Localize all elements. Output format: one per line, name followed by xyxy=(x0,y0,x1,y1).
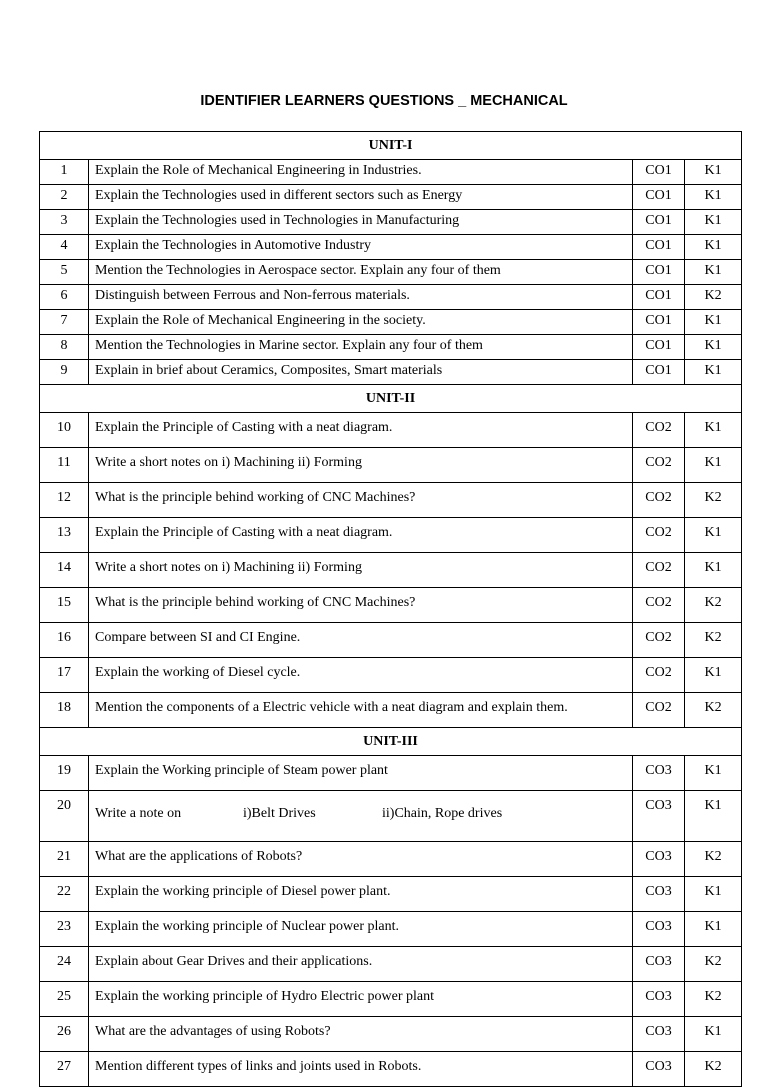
knowledge-level: K1 xyxy=(685,413,742,448)
question-text: Explain the working principle of Hydro Electric power plant xyxy=(89,982,633,1017)
question-text-part: Write a note on xyxy=(95,806,182,821)
knowledge-level: K1 xyxy=(685,360,742,385)
course-outcome: CO2 xyxy=(633,623,685,658)
question-number: 27 xyxy=(40,1052,89,1087)
course-outcome: CO2 xyxy=(633,448,685,483)
knowledge-level: K2 xyxy=(685,947,742,982)
question-number: 4 xyxy=(40,235,89,260)
question-text xyxy=(89,791,633,842)
course-outcome: CO3 xyxy=(633,1052,685,1087)
question-number: 3 xyxy=(40,210,89,235)
course-outcome: CO3 xyxy=(633,912,685,947)
knowledge-level: K1 xyxy=(685,756,742,791)
question-number: 26 xyxy=(40,1017,89,1052)
knowledge-level: K2 xyxy=(685,623,742,658)
question-number: 9 xyxy=(40,360,89,385)
question-row xyxy=(40,235,742,260)
question-number: 25 xyxy=(40,982,89,1017)
question-number: 21 xyxy=(40,842,89,877)
question-text: Explain the Technologies in Automotive Industry xyxy=(89,235,633,260)
course-outcome: CO1 xyxy=(633,160,685,185)
knowledge-level: K2 xyxy=(685,1052,742,1087)
question-text: Compare between SI and CI Engine. xyxy=(89,623,633,658)
knowledge-level: K2 xyxy=(685,842,742,877)
question-row xyxy=(40,756,742,791)
unit-heading: UNIT-I xyxy=(40,132,742,160)
knowledge-level: K1 xyxy=(685,210,742,235)
course-outcome: CO1 xyxy=(633,210,685,235)
course-outcome: CO3 xyxy=(633,791,685,842)
question-text: Explain the Technologies used in Technologies in Manufacturing xyxy=(89,210,633,235)
question-text: Mention the Technologies in Aerospace sector. Explain any four of them xyxy=(89,260,633,285)
question-text: Explain the Working principle of Steam power plant xyxy=(89,756,633,791)
course-outcome: CO2 xyxy=(633,518,685,553)
knowledge-level: K1 xyxy=(685,912,742,947)
question-row xyxy=(40,160,742,185)
question-text: What is the principle behind working of CNC Machines? xyxy=(89,483,633,518)
course-outcome: CO2 xyxy=(633,693,685,728)
knowledge-level: K1 xyxy=(685,160,742,185)
question-text: Explain in brief about Ceramics, Composites, Smart materials xyxy=(89,360,633,385)
knowledge-level: K2 xyxy=(685,285,742,310)
question-number: 13 xyxy=(40,518,89,553)
question-number: 11 xyxy=(40,448,89,483)
question-number: 19 xyxy=(40,756,89,791)
question-text: Explain about Gear Drives and their applications. xyxy=(89,947,633,982)
question-text-part: i)Belt Drives xyxy=(243,806,316,821)
questions-table-body xyxy=(40,132,742,1087)
question-text: Explain the Role of Mechanical Engineering in Industries. xyxy=(89,160,633,185)
course-outcome: CO3 xyxy=(633,877,685,912)
question-row xyxy=(40,842,742,877)
question-row xyxy=(40,693,742,728)
course-outcome: CO2 xyxy=(633,483,685,518)
question-number: 1 xyxy=(40,160,89,185)
question-number: 20 xyxy=(40,791,89,842)
course-outcome: CO1 xyxy=(633,360,685,385)
knowledge-level: K1 xyxy=(685,235,742,260)
question-text: What is the principle behind working of CNC Machines? xyxy=(89,588,633,623)
question-number: 6 xyxy=(40,285,89,310)
course-outcome: CO3 xyxy=(633,947,685,982)
question-number: 10 xyxy=(40,413,89,448)
question-row xyxy=(40,260,742,285)
question-text: Explain the working principle of Nuclear power plant. xyxy=(89,912,633,947)
question-number: 22 xyxy=(40,877,89,912)
knowledge-level: K1 xyxy=(685,553,742,588)
question-number: 8 xyxy=(40,335,89,360)
question-row xyxy=(40,1052,742,1087)
question-number: 23 xyxy=(40,912,89,947)
knowledge-level: K2 xyxy=(685,693,742,728)
knowledge-level: K2 xyxy=(685,483,742,518)
unit-heading: UNIT-III xyxy=(40,728,742,756)
question-row xyxy=(40,210,742,235)
question-number: 2 xyxy=(40,185,89,210)
question-text-part: ii)Chain, Rope drives xyxy=(382,806,503,821)
knowledge-level: K1 xyxy=(685,877,742,912)
knowledge-level: K2 xyxy=(685,588,742,623)
question-row xyxy=(40,285,742,310)
question-row xyxy=(40,658,742,693)
question-row xyxy=(40,335,742,360)
course-outcome: CO1 xyxy=(633,285,685,310)
question-text: Distinguish between Ferrous and Non-ferrous materials. xyxy=(89,285,633,310)
course-outcome: CO2 xyxy=(633,588,685,623)
question-text: Explain the Principle of Casting with a neat diagram. xyxy=(89,413,633,448)
question-text: Write a short notes on i) Machining ii) Forming xyxy=(89,448,633,483)
question-row xyxy=(40,912,742,947)
course-outcome: CO2 xyxy=(633,658,685,693)
unit-header-row xyxy=(40,132,742,160)
question-row xyxy=(40,483,742,518)
question-text: Mention the Technologies in Marine sector. Explain any four of them xyxy=(89,335,633,360)
question-text: Explain the Technologies used in different sectors such as Energy xyxy=(89,185,633,210)
course-outcome: CO1 xyxy=(633,335,685,360)
unit-heading: UNIT-II xyxy=(40,385,742,413)
knowledge-level: K1 xyxy=(685,185,742,210)
knowledge-level: K1 xyxy=(685,260,742,285)
knowledge-level: K1 xyxy=(685,335,742,360)
question-text: Explain the Principle of Casting with a neat diagram. xyxy=(89,518,633,553)
question-text: Explain the working principle of Diesel power plant. xyxy=(89,877,633,912)
question-text: Explain the Role of Mechanical Engineering in the society. xyxy=(89,310,633,335)
question-row xyxy=(40,982,742,1017)
question-row xyxy=(40,947,742,982)
course-outcome: CO3 xyxy=(633,842,685,877)
question-row xyxy=(40,588,742,623)
question-number: 16 xyxy=(40,623,89,658)
knowledge-level: K1 xyxy=(685,310,742,335)
knowledge-level: K1 xyxy=(685,658,742,693)
question-row xyxy=(40,791,742,842)
unit-header-row xyxy=(40,385,742,413)
question-text: Mention different types of links and joints used in Robots. xyxy=(89,1052,633,1087)
question-number: 15 xyxy=(40,588,89,623)
course-outcome: CO1 xyxy=(633,310,685,335)
question-text: What are the applications of Robots? xyxy=(89,842,633,877)
question-text: Explain the working of Diesel cycle. xyxy=(89,658,633,693)
question-number: 5 xyxy=(40,260,89,285)
knowledge-level: K1 xyxy=(685,518,742,553)
question-row xyxy=(40,413,742,448)
knowledge-level: K2 xyxy=(685,982,742,1017)
unit-header-row xyxy=(40,728,742,756)
question-number: 18 xyxy=(40,693,89,728)
course-outcome: CO3 xyxy=(633,982,685,1017)
knowledge-level: K1 xyxy=(685,1017,742,1052)
question-number: 24 xyxy=(40,947,89,982)
question-number: 17 xyxy=(40,658,89,693)
question-row xyxy=(40,877,742,912)
course-outcome: CO3 xyxy=(633,756,685,791)
question-row xyxy=(40,553,742,588)
question-row xyxy=(40,1017,742,1052)
question-text: Write a short notes on i) Machining ii) Forming xyxy=(89,553,633,588)
course-outcome: CO1 xyxy=(633,185,685,210)
knowledge-level: K1 xyxy=(685,791,742,842)
question-text: Mention the components of a Electric vehicle with a neat diagram and explain them. xyxy=(89,693,633,728)
question-text: What are the advantages of using Robots? xyxy=(89,1017,633,1052)
course-outcome: CO1 xyxy=(633,260,685,285)
question-row xyxy=(40,360,742,385)
question-number: 12 xyxy=(40,483,89,518)
course-outcome: CO2 xyxy=(633,553,685,588)
question-row xyxy=(40,518,742,553)
course-outcome: CO2 xyxy=(633,413,685,448)
course-outcome: CO3 xyxy=(633,1017,685,1052)
question-number: 14 xyxy=(40,553,89,588)
course-outcome: CO1 xyxy=(633,235,685,260)
question-row xyxy=(40,310,742,335)
questions-table xyxy=(39,131,742,1087)
knowledge-level: K1 xyxy=(685,448,742,483)
question-number: 7 xyxy=(40,310,89,335)
question-row xyxy=(40,623,742,658)
document-title: IDENTIFIER LEARNERS QUESTIONS _ MECHANICAL xyxy=(200,93,568,109)
question-row xyxy=(40,448,742,483)
question-row xyxy=(40,185,742,210)
